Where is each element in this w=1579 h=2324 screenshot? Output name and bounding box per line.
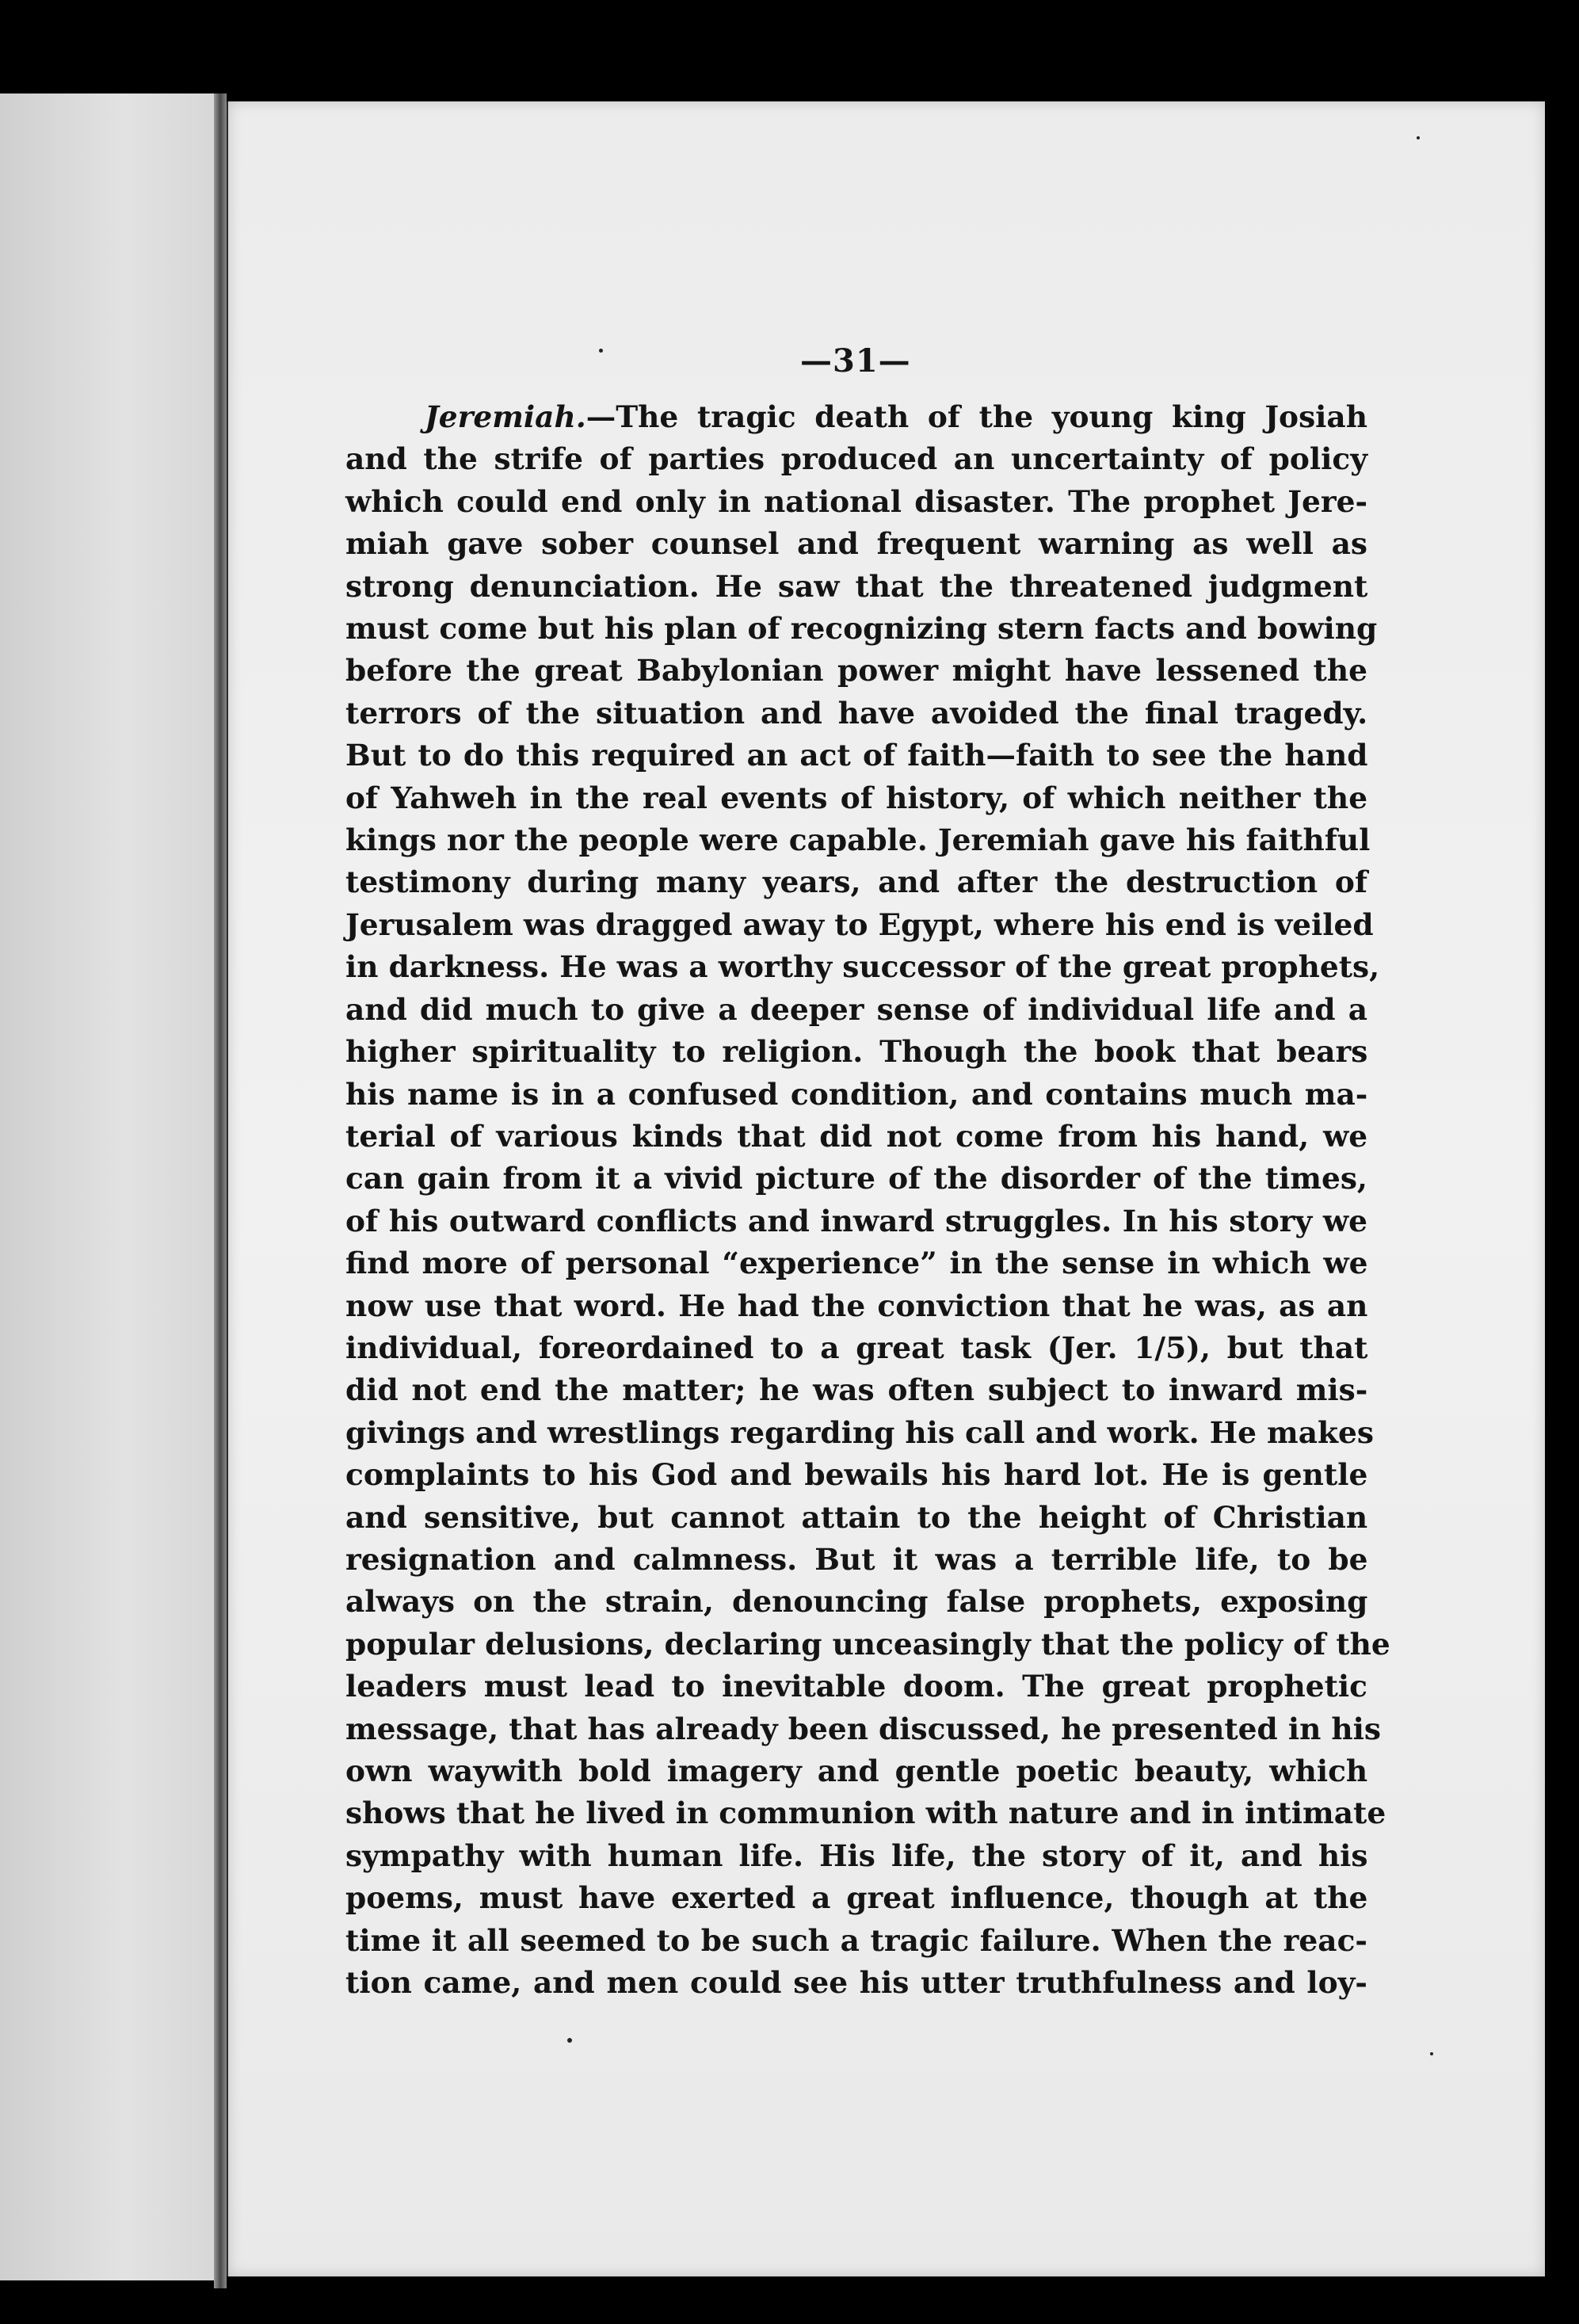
text-line [345, 1158, 1367, 1200]
scan-speck [567, 2038, 572, 2043]
scan-speck [599, 349, 603, 353]
facing-page-edge [0, 93, 226, 2280]
line-text: kings nor the people were capable. Jeremiah gave his faithful [345, 822, 1371, 858]
text-line [345, 904, 1374, 946]
text-line [345, 946, 1380, 988]
scan-speck [1417, 136, 1420, 139]
line-text: message, that has already been discussed, he presented in his [345, 1711, 1382, 1746]
text-line [345, 1200, 1367, 1242]
line-text: poems, must have exerted a great influence, though at the [345, 1880, 1368, 1916]
text-line [345, 438, 1367, 480]
text-line [345, 1454, 1367, 1496]
line-text: higher spirituality to religion. Though the book that bears [345, 1034, 1368, 1070]
text-line [345, 735, 1367, 777]
line-text: But to do this required an act of faith—faith to see the hand [345, 738, 1368, 773]
text-line [345, 1708, 1382, 1750]
text-line [345, 1031, 1367, 1073]
text-line [345, 396, 1367, 438]
text-line [345, 1497, 1367, 1539]
line-text: strong denunciation. He saw that the threatened judgment [345, 568, 1368, 604]
line-text: find more of personal “experience” in the sense in which we [345, 1246, 1368, 1281]
text-line [345, 1369, 1367, 1411]
line-text: and sensitive, but cannot attain to the height of Christian [345, 1499, 1368, 1535]
text-line [345, 1539, 1367, 1581]
line-text: of Yahweh in the real events of history, of which neither the [345, 780, 1368, 815]
text-line [345, 819, 1371, 861]
line-text: which could end only in national disaster. The prophet Jere- [345, 483, 1368, 519]
text-line [345, 1835, 1367, 1877]
line-text: terial of various kinds that did not come from his hand, we [345, 1118, 1368, 1154]
line-text: in darkness. He was a worthy successor of the great prophets, [345, 949, 1380, 985]
line-text: Jerusalem was dragged away to Egypt, where his end is veiled [345, 906, 1374, 942]
line-text: givings and wrestlings regarding his call and work. He makes [345, 1414, 1374, 1450]
text-line [345, 693, 1367, 735]
text-line [345, 1412, 1374, 1454]
text-line [345, 1920, 1367, 1962]
line-text: and did much to give a deeper sense of individual life and a [345, 991, 1367, 1027]
text-line [345, 777, 1367, 819]
text-line [345, 1581, 1367, 1623]
line-text: miah gave sober counsel and frequent warning as well as [345, 526, 1367, 562]
text-line [345, 1750, 1367, 1792]
line-text: leaders must lead to inevitable doom. The great prophetic [345, 1669, 1367, 1704]
text-line [345, 1116, 1367, 1158]
text-line [345, 1624, 1390, 1666]
text-line [345, 861, 1367, 903]
line-text: shows that he lived in communion with nature and in intimate [345, 1795, 1386, 1831]
text-line [345, 523, 1367, 565]
body-paragraph [345, 396, 1390, 2004]
text-line [345, 1962, 1367, 2004]
line-text: and the strife of parties produced an uncertainty of policy [345, 441, 1367, 477]
line-text: of his outward conflicts and inward struggles. In his story we [345, 1203, 1367, 1238]
line-text: did not end the matter; he was often subject to inward mis- [345, 1372, 1368, 1408]
line-text: testimony during many years, and after the destruction of [345, 864, 1367, 900]
text-line [345, 1327, 1367, 1369]
text-line [345, 989, 1367, 1031]
page-number: —31— [800, 342, 911, 380]
text-line [345, 650, 1367, 692]
text-line [345, 1666, 1367, 1708]
section-lead-in: Jeremiah. [425, 399, 586, 434]
line-text: terrors of the situation and have avoided the final tragedy. [345, 695, 1368, 731]
line-text: tion came, and men could see his utter truthfulness and loy- [345, 1965, 1367, 2001]
line-text: resignation and calmness. But it was a terrible life, to be [345, 1541, 1368, 1577]
text-line [345, 1242, 1367, 1284]
line-text: before the great Babylonian power might have lessened the [345, 653, 1367, 689]
text-line [345, 481, 1367, 523]
line-text: time it all seemed to be such a tragic failure. When the reac- [345, 1922, 1367, 1958]
text-line [345, 566, 1367, 608]
text-line [345, 1877, 1367, 1919]
line-text: his name is in a confused condition, and contains much ma- [345, 1076, 1368, 1112]
line-text: popular delusions, declaring unceasingly that the policy of the [345, 1626, 1390, 1662]
line-text: complaints to his God and bewails his hard lot. He is gentle [345, 1457, 1368, 1493]
text-line [345, 1792, 1386, 1834]
text-line [345, 1285, 1367, 1327]
line-text: now use that word. He had the conviction that he was, as an [345, 1288, 1368, 1323]
line-text: individual, foreordained to a great task (Jer. 1/5), but that [345, 1330, 1368, 1365]
text-line [345, 1074, 1367, 1116]
line-text: must come but his plan of recognizing stern facts and bowing [345, 611, 1378, 647]
line-text: —The tragic death of the young king Josiah [585, 399, 1367, 434]
book-gutter [214, 93, 227, 2288]
text-line [345, 608, 1378, 650]
line-text: always on the strain, denouncing false prophets, exposing [345, 1584, 1368, 1620]
line-text: can gain from it a vivid picture of the disorder of the times, [345, 1161, 1367, 1196]
line-text: own waywith bold imagery and gentle poetic beauty, which [345, 1753, 1368, 1788]
scan-speck [1430, 2052, 1433, 2055]
line-text: sympathy with human life. His life, the story of it, and his [345, 1837, 1368, 1873]
